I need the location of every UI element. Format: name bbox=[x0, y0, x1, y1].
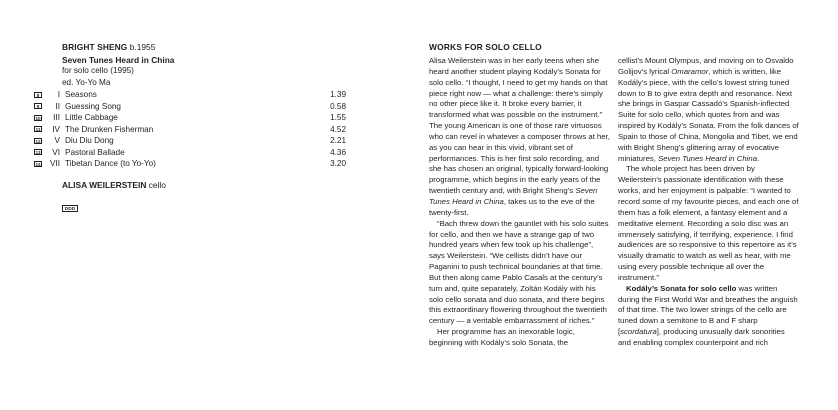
text-run: Alisa Weilerstein was in her early teens when she heard another student playing Kodály’s Sonata for solo cello. “I thought, I need to get my hands on that piece right now — what a challenge: there’s simply no other piece like it. It broke every barrier, it transformed what was possible on the instrument.” The young American is one of those rare virtuosos who can revel in whatever a composer throws at her, as you can hear in this vivid, vibrant set of performances. This is her first solo recording, and she has chosen an original, typically forward-looking programme, which begins in the early years of the twentieth century and, with Bright Sheng’s bbox=[429, 56, 610, 196]
track-title: Tibetan Dance (to Yo-Yo) bbox=[65, 159, 156, 168]
track-row bbox=[34, 112, 346, 124]
track-title: Pastoral Ballade bbox=[65, 147, 125, 157]
text-column-2 bbox=[618, 56, 799, 349]
text-run: cellist’s Mount Olympus, and moving on to Osvaldo Golijov’s lyrical bbox=[618, 56, 794, 76]
track-number-box: 13 bbox=[35, 150, 41, 155]
performer-line bbox=[62, 180, 166, 190]
text-run: was written during the First World War and breathes the anguish of that time. The two lower strings of the cello are tuned down a semitone to B and F sharp [ bbox=[618, 283, 798, 337]
paragraph: Her programme has an inexorable logic, beginning with Kodály’s solo Sonata, the bbox=[429, 327, 575, 347]
composer-born: b.1955 bbox=[129, 42, 156, 52]
track-duration: 3.20 bbox=[330, 159, 346, 168]
track-roman: VI bbox=[52, 147, 60, 157]
track-title: Little Cabbage bbox=[65, 113, 118, 122]
italic-title: Omaramor bbox=[671, 66, 709, 76]
composer-line bbox=[62, 42, 155, 52]
track-title: The Drunken Fisherman bbox=[65, 124, 154, 134]
work-subtitle: for solo cello (1995) bbox=[62, 66, 134, 75]
track-number-box: 10 bbox=[35, 115, 41, 121]
track-duration: 0.58 bbox=[330, 101, 346, 111]
paragraph: “Bach threw down the gauntlet with his solo suites for cello, and then we have a strange gap of two hundred years when few took up his challenge”, says Weilerstein. “We cellists didn’t have our Paganini to push technical boundaries at that time. But then along came Pablo Casals at the century’s turn and, quite separately, Zoltán Kodály with his solo cello sonata and duo sonata, and there begins this extraordinary flowering throughout the twentieth century — a veritable embarrassment of riches.” bbox=[429, 218, 609, 326]
text-run: ], producing unusually dark sonorities and enabling complex counterpoint and rich bbox=[618, 327, 785, 347]
track-roman: VII bbox=[49, 159, 60, 168]
track-title: Diu Diu Dong bbox=[65, 136, 114, 145]
track-title: Seasons bbox=[65, 90, 97, 99]
track-duration: 4.36 bbox=[330, 147, 346, 157]
track-row bbox=[34, 135, 346, 147]
track-duration: 2.21 bbox=[330, 136, 346, 145]
paragraph bbox=[618, 284, 799, 349]
track-roman: II bbox=[55, 101, 60, 111]
track-roman: IV bbox=[52, 124, 60, 134]
track-roman: V bbox=[54, 136, 60, 145]
work-title: Seven Tunes Heard in China bbox=[62, 54, 175, 65]
paragraph bbox=[618, 56, 799, 164]
text-run: , takes us to the eve of the twenty-first. bbox=[429, 196, 595, 217]
track-row bbox=[34, 89, 346, 101]
track-number-box: 8 bbox=[34, 92, 42, 98]
track-row bbox=[34, 124, 346, 136]
right-page bbox=[419, 0, 838, 410]
paragraph bbox=[429, 56, 610, 219]
track-list bbox=[34, 89, 346, 170]
track-duration: 1.55 bbox=[330, 113, 346, 122]
composer-name: BRIGHT SHENG bbox=[62, 42, 128, 52]
section-heading: WORKS FOR SOLO CELLO bbox=[429, 42, 542, 52]
bold-lead: Kodály’s Sonata for solo cello bbox=[626, 283, 737, 293]
track-number-box: 9 bbox=[34, 103, 42, 109]
track-row bbox=[34, 101, 346, 113]
italic-title: Seven Tunes Heard in China bbox=[658, 153, 758, 163]
italic-term: scordatura bbox=[620, 327, 657, 337]
performer-instrument: cello bbox=[148, 180, 166, 190]
performer-name: ALISA WEILERSTEIN bbox=[62, 180, 147, 190]
track-row bbox=[34, 158, 346, 170]
track-title: Guessing Song bbox=[65, 101, 121, 111]
track-duration: 1.39 bbox=[330, 90, 346, 99]
paragraph: The whole project has been driven by Weilerstein’s passionate identification with these works, and her enjoyment is palpable: “I wanted to record some of my favourite pieces, and each one of them has a folk element, a fantasy element and a meditative element. Recording a solo disc was an immensely satisfying, if terrifying, experience. I find audiences are so responsive to this repertoire as it’s visually dramatic to watch as well as hear, with me using every possible technique all over the instrument.” bbox=[618, 164, 799, 282]
track-number-box: 14 bbox=[35, 161, 41, 167]
ddd-badge: DDD bbox=[62, 205, 78, 212]
track-number-box: 12 bbox=[35, 138, 41, 144]
track-number-box: 11 bbox=[35, 127, 41, 132]
work-edition: ed. Yo-Yo Ma bbox=[62, 77, 111, 87]
track-duration: 4.52 bbox=[330, 124, 346, 134]
track-roman: III bbox=[53, 113, 60, 122]
text-column-1 bbox=[429, 56, 610, 349]
track-roman: I bbox=[57, 90, 60, 99]
text-run: . bbox=[757, 153, 760, 163]
italic-title: Seven Tunes Heard in China bbox=[429, 186, 598, 206]
text-run: , which is written, like Kodály’s piece, with the cello’s lowest string tuned down to B to give extra depth and resonance. Next she brings in Gaspar Cassadó’s Spanish-inflected Suite for solo cello, which quotes from and was inspired by Kodály’s Sonata. From the folk dances of Spain to those of China, Mongolia and Tibet, we end with Bright Sheng’s glittering array of evocative miniatures, bbox=[618, 66, 799, 163]
track-row bbox=[34, 147, 346, 159]
